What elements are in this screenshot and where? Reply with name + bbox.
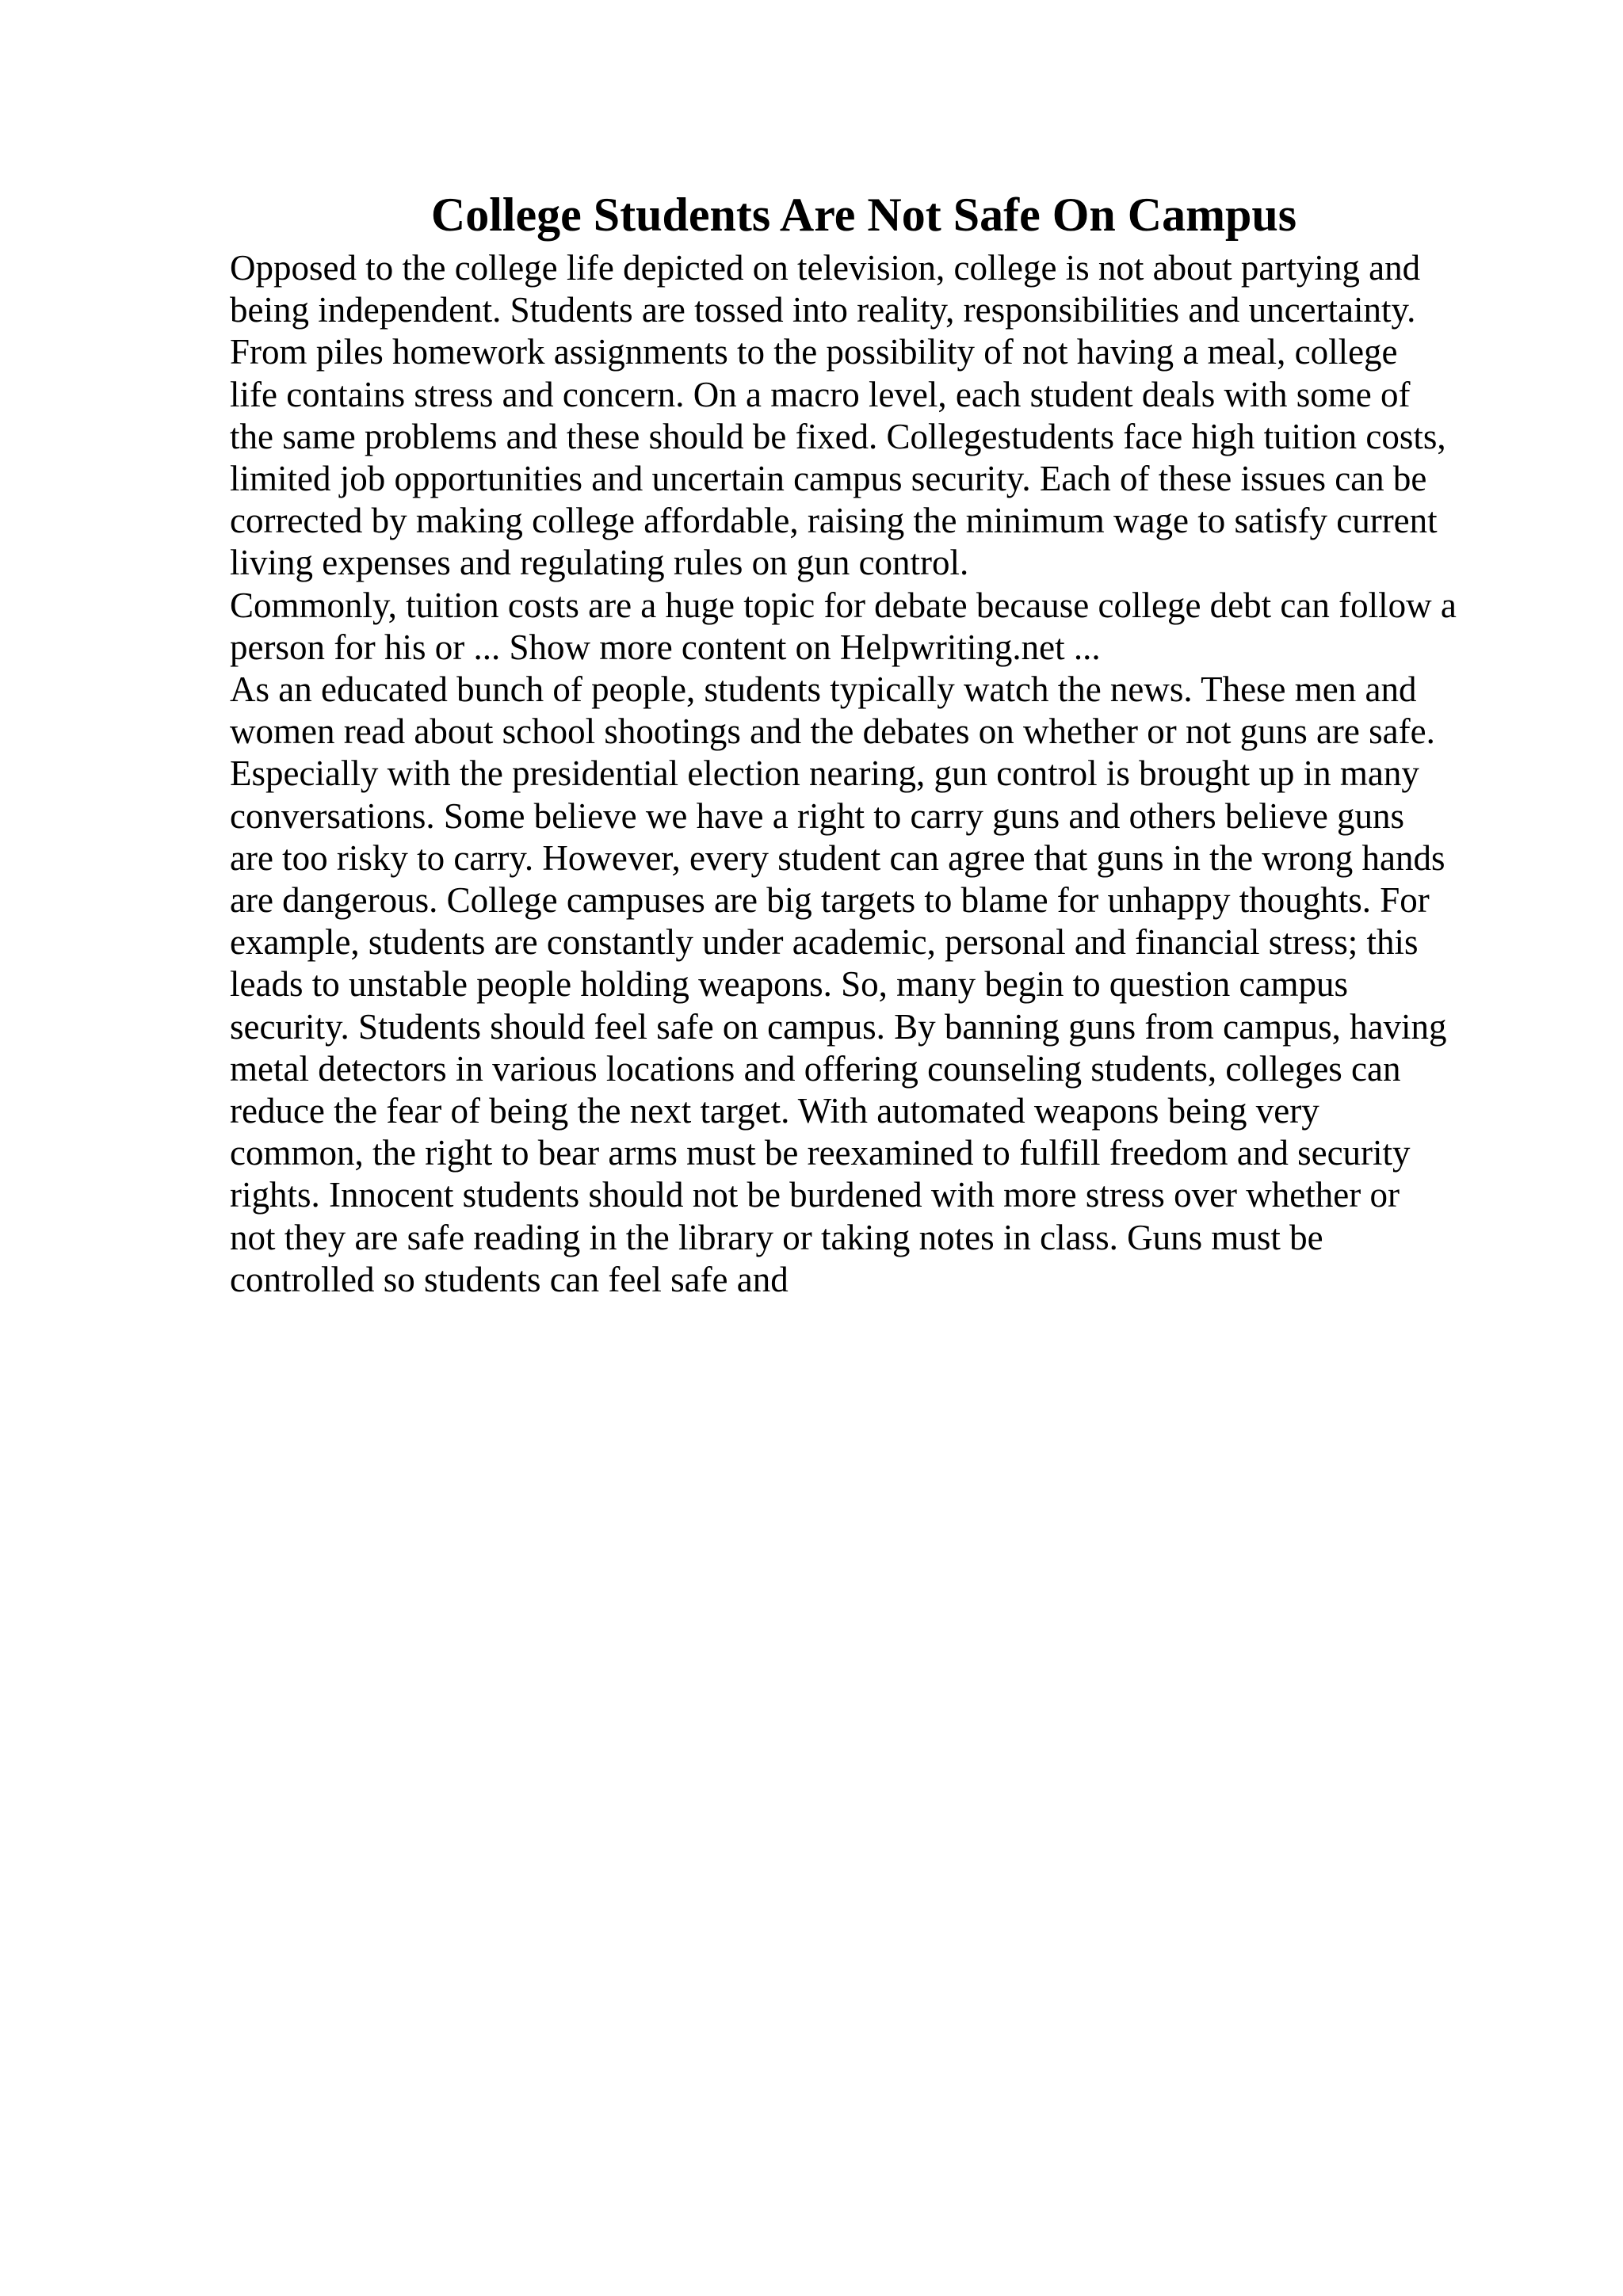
text-line: example, students are constantly under academic, personal and financial stress; this [230, 922, 1419, 963]
text-line: corrected by making college affordable, raising the minimum wage to satisfy current [230, 501, 1438, 541]
text-line: life contains stress and concern. On a macro level, each student deals with some of [230, 374, 1411, 414]
text-line: rights. Innocent students should not be burdened with more stress over whether or [230, 1175, 1400, 1215]
text-line: are dangerous. College campuses are big targets to blame for unhappy thoughts. For [230, 880, 1430, 921]
text-line: Especially with the presidential election nearing, gun control is brought up in many [230, 753, 1419, 794]
document-title: College Students Are Not Safe On Campus [430, 189, 1297, 242]
text-line: conversations. Some believe we have a right to carry guns and others believe guns [230, 795, 1405, 836]
text-line: living expenses and regulating rules on gun control. [230, 543, 969, 583]
paragraph [230, 247, 1498, 585]
text-line: reduce the fear of being the next target. With automated weapons being very [230, 1091, 1319, 1131]
document-body [230, 247, 1498, 1301]
text-line: leads to unstable people holding weapons. So, many begin to question campus [230, 964, 1349, 1005]
text-line: Commonly, tuition costs are a huge topic for debate because college debt can follow a [230, 585, 1457, 625]
text-line: the same problems and these should be fixed. Collegestudents face high tuition costs, [230, 416, 1446, 456]
text-line: security. Students should feel safe on campus. By banning guns from campus, having [230, 1006, 1447, 1047]
text-line: As an educated bunch of people, students typically watch the news. These men and [230, 669, 1417, 710]
text-line: From piles homework assignments to the possibility of not having a meal, college [230, 332, 1398, 372]
text-line: controlled so students can feel safe and [230, 1259, 789, 1299]
text-line: being independent. Students are tossed into reality, responsibilities and uncertainty. [230, 290, 1416, 330]
text-line: Opposed to the college life depicted on television, college is not about partying and [230, 248, 1421, 288]
text-line: not they are safe reading in the library or taking notes in class. Guns must be [230, 1217, 1323, 1257]
text-line: are too risky to carry. However, every student can agree that guns in the wrong hands [230, 837, 1445, 878]
text-line: person for his or ... Show more content on Helpwriting.net ... [230, 627, 1101, 667]
text-line: metal detectors in various locations and offering counseling students, colleges can [230, 1048, 1401, 1089]
paragraph [230, 585, 1498, 669]
text-line: limited job opportunities and uncertain campus security. Each of these issues can be [230, 459, 1427, 499]
paragraph [230, 669, 1498, 1301]
text-line: women read about school shootings and the debates on whether or not guns are safe. [230, 711, 1435, 752]
text-line: common, the right to bear arms must be reexamined to fulfill freedom and security [230, 1133, 1411, 1173]
